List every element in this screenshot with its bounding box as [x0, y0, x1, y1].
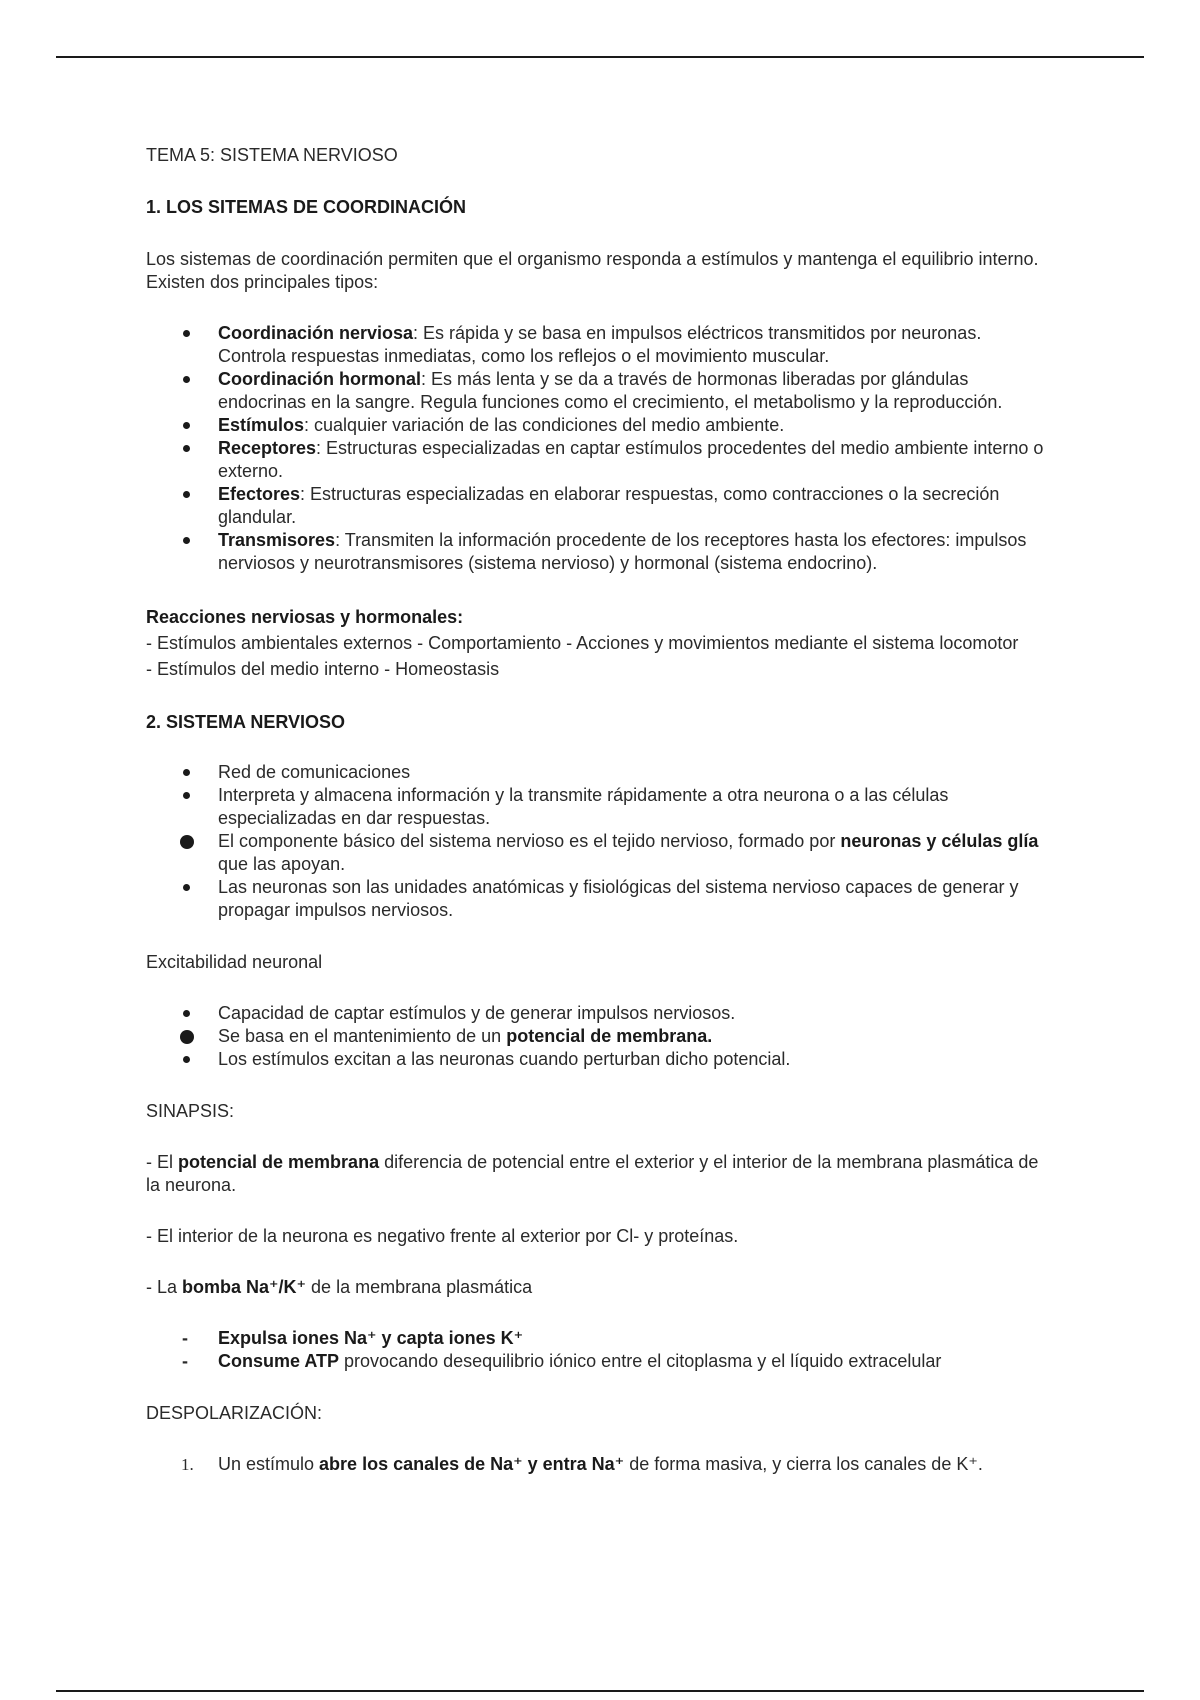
list-item: Las neuronas son las unidades anatómicas y fisiológicas del sistema nervioso capaces de generar y propagar impulsos nerviosos.: [218, 876, 1046, 922]
reaction-line: - Estímulos ambientales externos - Comportamiento - Acciones y movimientos mediante el sistema locomotor: [146, 633, 1019, 653]
membrane-potential-paragraph: - El potencial de membrana diferencia de potencial entre el exterior y el interior de la membrana plasmática de la neurona.: [146, 1152, 1039, 1195]
nervous-system-list: [218, 761, 1046, 922]
depolarization-heading: DESPOLARIZACIÓN:: [146, 1403, 323, 1423]
reaction-line: - Estímulos del medio interno - Homeostasis: [146, 659, 500, 679]
list-item: Se basa en el mantenimiento de un potencial de membrana.: [218, 1025, 1046, 1048]
pump-paragraph: - La bomba Na⁺/K⁺ de la membrana plasmática: [146, 1277, 533, 1297]
list-item: Coordinación hormonal: Es más lenta y se da a través de hormonas liberadas por glándulas endocrinas en la sangre. Regula funciones como el crecimiento, el metabolismo y la reproducción.: [218, 368, 1046, 414]
list-item: Estímulos: cualquier variación de las condiciones del medio ambiente.: [218, 414, 1046, 437]
coordination-list: [218, 322, 1046, 575]
section-1-heading: 1. LOS SITEMAS DE COORDINACIÓN: [146, 197, 467, 217]
excitability-list: [218, 1002, 1046, 1071]
top-rule: [56, 56, 1144, 58]
excitability-heading: Excitabilidad neuronal: [146, 952, 323, 972]
reactions-heading: Reacciones nerviosas y hormonales:: [146, 607, 464, 627]
list-item: Transmisores: Transmiten la información procedente de los receptores hasta los efectores: impulsos nerviosos y neurotransmisores (sistema nervioso) y hormonal (sistema endocrino).: [218, 529, 1046, 575]
list-item: Efectores: Estructuras especializadas en elaborar respuestas, como contracciones o la secreción glandular.: [218, 483, 1046, 529]
depolarization-list: [218, 1453, 1046, 1476]
list-item: Interpreta y almacena información y la transmite rápidamente a otra neurona o a las células especializadas en dar respuestas.: [218, 784, 1046, 830]
section-1-intro: Los sistemas de coordinación permiten que el organismo responda a estímulos y mantenga el equilibrio interno. Existen dos principales tipos:: [146, 249, 1039, 292]
list-item: Capacidad de captar estímulos y de generar impulsos nerviosos.: [218, 1002, 1046, 1025]
bottom-rule: [56, 1690, 1144, 1692]
list-item: El componente básico del sistema nervioso es el tejido nervioso, formado por neuronas y células glía que las apoyan.: [218, 830, 1046, 876]
reactions-block: [146, 604, 1046, 682]
section-2-heading: 2. SISTEMA NERVIOSO: [146, 712, 346, 732]
list-item: Red de comunicaciones: [218, 761, 1046, 784]
list-item: - Expulsa iones Na⁺ y capta iones K⁺: [218, 1327, 1046, 1350]
list-item: Los estímulos excitan a las neuronas cuando perturban dicho potencial.: [218, 1048, 1046, 1071]
list-item: Coordinación nerviosa: Es rápida y se basa en impulsos eléctricos transmitidos por neuronas. Controla respuestas inmediatas, como los reflejos o el movimiento muscular.: [218, 322, 1046, 368]
neuron-interior-paragraph: - El interior de la neurona es negativo frente al exterior por Cl- y proteínas.: [146, 1226, 739, 1246]
synapsis-heading: SINAPSIS:: [146, 1101, 235, 1121]
document-title: TEMA 5: SISTEMA NERVIOSO: [146, 145, 398, 165]
pump-list: [218, 1327, 1046, 1373]
list-item: - Consume ATP provocando desequilibrio iónico entre el citoplasma y el líquido extracelular: [218, 1350, 1046, 1373]
list-item: 1. Un estímulo abre los canales de Na⁺ y entra Na⁺ de forma masiva, y cierra los canales de K⁺.: [218, 1453, 1046, 1476]
list-item: Receptores: Estructuras especializadas en captar estímulos procedentes del medio ambiente interno o externo.: [218, 437, 1046, 483]
document-page: [146, 144, 1046, 1476]
